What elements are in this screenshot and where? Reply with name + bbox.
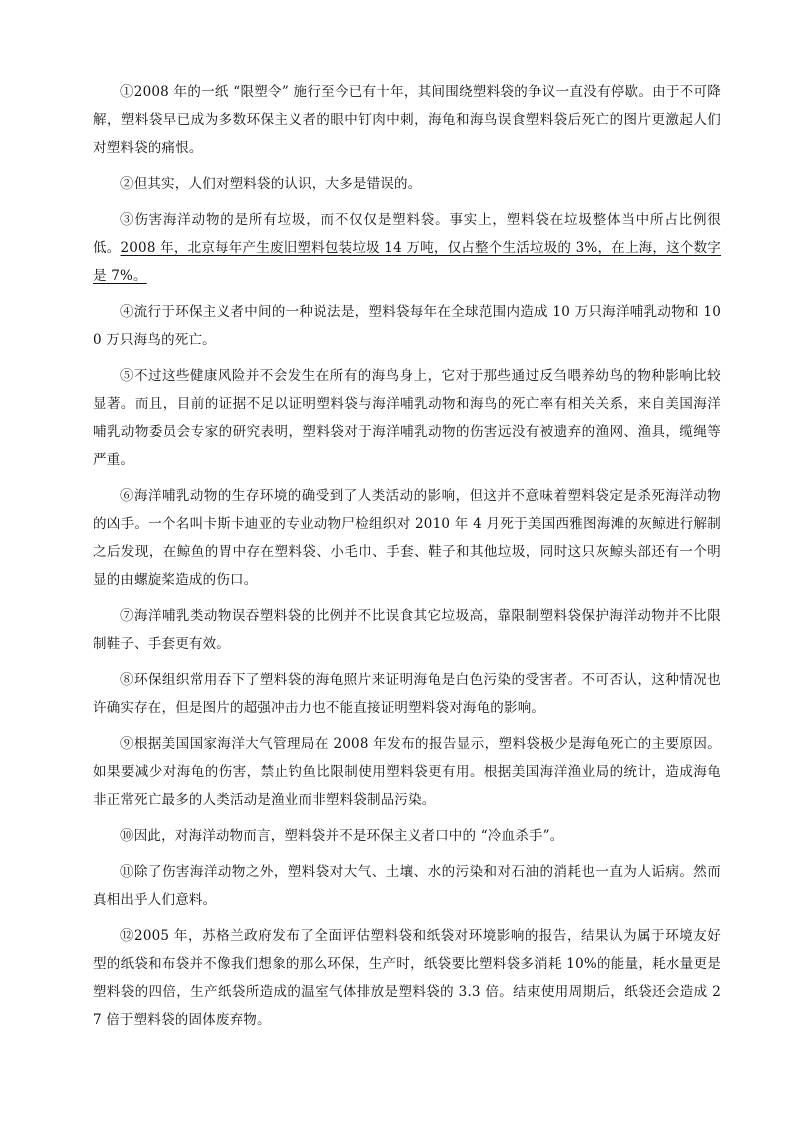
article-body (93, 78, 721, 1042)
paragraph-5: ⑤不过这些健康风险并不会发生在所有的海鸟身上，它对于那些通过反刍喂养幼鸟的物种影响比较显著。而且，目前的证据不足以证明塑料袋与海洋哺乳动物和海鸟的死亡率有相关关系，来自美国海洋哺乳动物委员会专家的研究表明，塑料袋对于海洋哺乳动物的伤害远没有被遗弃的渔网、渔具，缆绳等严重。 (93, 368, 721, 468)
paragraph-1: ①2008 年的一纸 “限塑令” 施行至今已有十年，其间围绕塑料袋的争议一直没有停歇。由于不可降解，塑料袋早已成为多数环保主义者的眼中钉肉中刺，海龟和海鸟误食塑料袋后死亡的图片更激起人们对塑料袋的痛恨。 (93, 84, 721, 156)
paragraph-8: ⑧环保组织常用吞下了塑料袋的海龟照片来证明海龟是白色污染的受害者。不可否认，这种情况也许确实存在，但是图片的超强冲击力也不能直接证明塑料袋对海龟的影响。 (93, 672, 721, 716)
paragraph-11: ⑪除了伤害海洋动物之外，塑料袋对大气、土壤、水的污染和对石油的消耗也一直为人诟病。然而真相出乎人们意料。 (93, 864, 721, 908)
paragraph-3-text: ③伤害海洋动物的是所有垃圾，而不仅仅是塑料袋。事实上，塑料袋在垃圾整体当中所占比例很低。 (93, 212, 721, 256)
paragraph-3 (93, 206, 721, 290)
paragraph-10: ⑩因此，对海洋动物而言，塑料袋并不是环保主义者口中的 “冷血杀手”。 (120, 828, 564, 844)
underlined-sentence: 2008 年，北京每年产生废旧塑料包装垃圾 14 万吨，仅占整个生活垃圾的 3%，在上海，这个数字是 7%。 (93, 240, 722, 284)
paragraph-2: ②但其实，人们对塑料袋的认识，大多是错误的。 (120, 176, 422, 192)
paragraph-6: ⑥海洋哺乳动物的生存环境的确受到了人类活动的影响，但这并不意味着塑料袋定是杀死海洋动物的凶手。一个名叫卡斯卡迪亚的专业动物尸检组织对 2010 年 4 月死于美国西雅图海滩的灰鲸进行解制之后发现，在鲸鱼的胃中存在塑料袋、小毛巾、手套、鞋子和其他垃圾，同时这只灰鲸头部还有一个明显的由螺旋桨造成的伤口。 (93, 488, 721, 588)
paragraph-4: ④流行于环保主义者中间的一种说法是，塑料袋每年在全球范围内造成 10 万只海洋哺乳动物和 10 0 万只海鸟的死亡。 (93, 304, 721, 348)
paragraph-12: ⑫2005 年，苏格兰政府发布了全面评估塑料袋和纸袋对环境影响的报告，结果认为属于环境友好型的纸袋和布袋并不像我们想象的那么环保，生产时，纸袋要比塑料袋多消耗 10%的能量，耗水量更是塑料袋的四倍，生产纸袋所造成的温室气体排放是塑料袋的 3.3 倍。结束使用周期后，纸袋还会造成 27 倍于塑料袋的固体废弃物。 (93, 928, 721, 1028)
paragraph-7: ⑦海洋哺乳类动物误吞塑料袋的比例并不比误食其它垃圾高，靠限制塑料袋保护海洋动物并不比限制鞋子、手套更有效。 (93, 608, 721, 652)
paragraph-9: ⑨根据美国国家海洋大气管理局在 2008 年发布的报告显示，塑料袋极少是海龟死亡的主要原因。如果要减少对海龟的伤害，禁止钓鱼比限制使用塑料袋更有用。根据美国海洋渔业局的统计，造成海龟非正常死亡最多的人类活动是渔业而非塑料袋制品污染。 (93, 736, 721, 808)
